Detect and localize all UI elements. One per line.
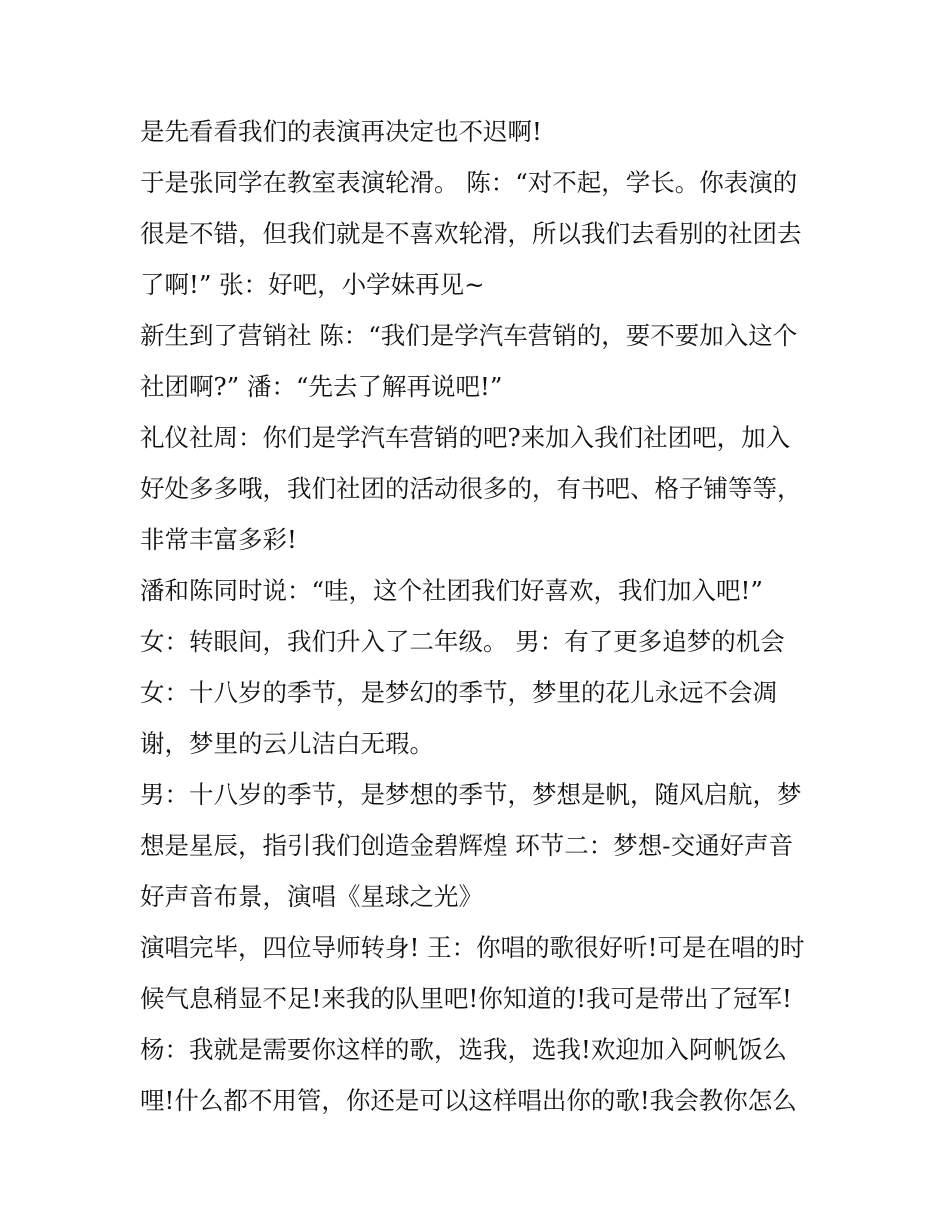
body-text [140,106,820,1126]
text-line: 女：十八岁的季节，是梦幻的季节，梦里的花儿永远不会凋 [140,678,777,707]
text-line: 候气息稍显不足!来我的队里吧!你知道的!我可是带出了冠军! [140,984,792,1013]
text-line: 新生到了营销社 陈：“我们是学汽车营销的，要不要加入这个 [140,321,798,350]
text-line: 杨：我就是需要你这样的歌，选我，选我!欢迎加入阿帆饭么 [140,1035,787,1064]
text-line: 是先看看我们的表演再决定也不迟啊! [140,117,542,146]
text-line: 谢，梦里的云儿洁白无瑕。 [140,729,434,758]
text-line: 好处多多哦，我们社团的活动很多的，有书吧、格子铺等等， [140,474,802,503]
text-line: 女：转眼间，我们升入了二年级。 男：有了更多追梦的机会 [140,627,785,656]
text-line: 演唱完毕，四位导师转身! 王：你唱的歌很好听!可是在唱的时 [140,933,805,962]
text-line: 礼仪社周：你们是学汽车营销的吧?来加入我们社团吧，加入 [140,423,791,452]
text-line: 潘和陈同时说：“哇，这个社团我们好喜欢，我们加入吧!” [140,576,763,605]
text-line: 好声音布景，演唱《星球之光》 [140,882,483,911]
text-line: 了啊!” 张：好吧，小学妹再见~ [140,270,485,299]
text-line: 于是张同学在教室表演轮滑。 陈：“对不起，学长。你表演的 [140,168,798,197]
text-line: 哩!什么都不用管，你还是可以这样唱出你的歌!我会教你怎么 [140,1086,797,1115]
text-line: 男：十八岁的季节，是梦想的季节，梦想是帆，随风启航，梦 [140,780,802,809]
text-line: 非常丰富多彩! [140,525,297,554]
text-line: 很是不错，但我们就是不喜欢轮滑，所以我们去看别的社团去 [140,219,802,248]
text-line: 社团啊?” 潘：“先去了解再说吧!” [140,372,503,401]
text-line: 想是星辰，指引我们创造金碧辉煌 环节二：梦想-交通好声音 [140,831,794,860]
